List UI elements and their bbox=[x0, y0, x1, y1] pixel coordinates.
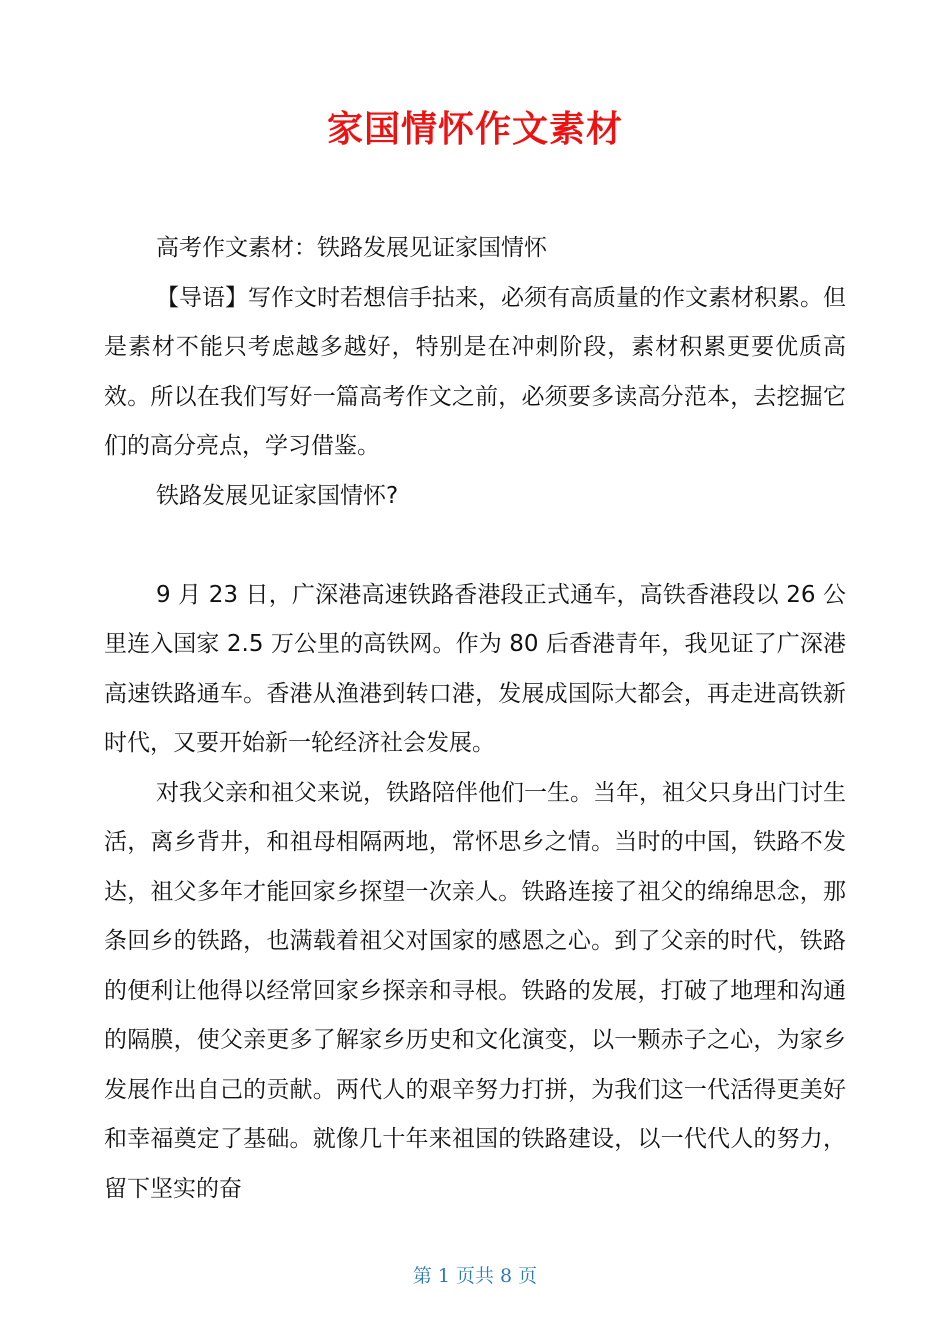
body-paragraph-1: 9 月 23 日，广深港高速铁路香港段正式通车，高铁香港段以 26 公里连入国家 2.5 万公里的高铁网。作为 80 后香港青年，我见证了广深港高速铁路通车。香港从渔港到转口港，发展成国际大都会，再走进高铁新时代，又要开始新一轮经济社会发展。 bbox=[104, 581, 846, 756]
blank-line bbox=[104, 521, 846, 571]
subtitle-paragraph: 高考作文素材：铁路发展见证家国情怀 bbox=[156, 235, 547, 261]
section-heading-paragraph: 铁路发展见证家国情怀? bbox=[156, 482, 399, 509]
document-title: 家国情怀作文素材 bbox=[326, 109, 623, 150]
intro-paragraph: 【导语】写作文时若想信手拈来，必须有高质量的作文素材积累。但是素材不能只考虑越多越好，特别是在冲刺阶段，素材积累更要优质高效。所以在我们写好一篇高考作文之前，必须要多读高分范本，去挖掘它们的高分亮点，学习借鉴。 bbox=[104, 284, 846, 459]
document-body bbox=[104, 224, 846, 1214]
page-footer: 第 1 页共 8 页 bbox=[412, 1265, 538, 1287]
body-paragraph-2: 对我父亲和祖父来说，铁路陪伴他们一生。当年，祖父只身出门讨生活，离乡背井，和祖母相隔两地，常怀思乡之情。当时的中国，铁路不发达，祖父多年才能回家乡探望一次亲人。铁路连接了祖父的绵绵思念，那条回乡的铁路，也满载着祖父对国家的感恩之心。到了父亲的时代，铁路的便利让他得以经常回家乡探亲和寻根。铁路的发展，打破了地理和沟通的隔膜，使父亲更多了解家乡历史和文化演变，以一颗赤子之心，为家乡发展作出自己的贡献。两代人的艰辛努力打拼，为我们这一代活得更美好和幸福奠定了基础。就像几十年来祖国的铁路建设，以一代代人的努力，留下坚实的奋 bbox=[104, 779, 846, 1202]
